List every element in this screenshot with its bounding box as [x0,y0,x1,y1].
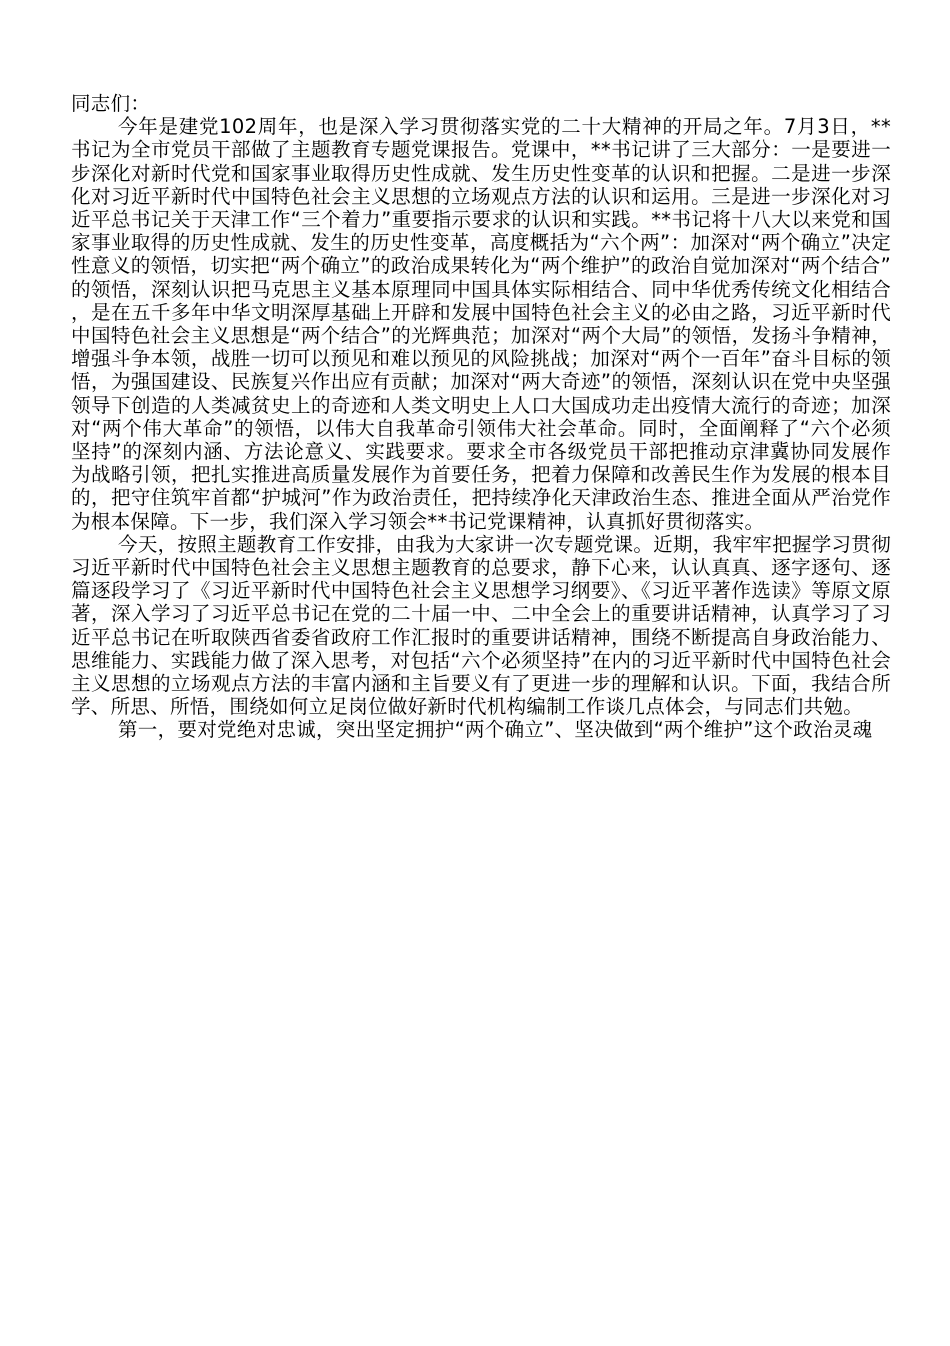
salutation: 同志们： [71,92,151,115]
paragraph: 今天，按照主题教育工作安排，由我为大家讲一次专题党课。近期，我牢牢把握学习贯彻习近平新时代中国特色社会主义思想主题教育的总要求，静下心来，认认真真、逐字逐句、逐篇逐段学习了《习近平新时代中国特色社会主义思想学习纲要》、《习近平著作选读》等原文原著，深入学习了习近平总书记在党的二十届一中、二中全会上的重要讲话精神，认真学习了习近平总书记在听取陕西省委省政府工作汇报时的重要讲话精神，围绕不断提高自身政治能力、思维能力、实践能力做了深入思考，对包括“六个必须坚持”在内的习近平新时代中国特色社会主义思想的立场观点方法的丰富内涵和主旨要义有了更进一步的理解和认识。下面，我结合所学、所思、所悟，围绕如何立足岗位做好新时代机构编制工作谈几点体会，与同志们共勉。 [71,532,891,719]
paragraph: 今年是建党102周年，也是深入学习贯彻落实党的二十大精神的开局之年。7月3日，**书记为全市党员干部做了主题教育专题党课报告。党课中，**书记讲了三大部分：一是要进一步深化对新时代党和国家事业取得历史性成就、发生历史性变革的认识和把握。二是进一步深化对习近平新时代中国特色社会主义思想的立场观点方法的认识和运用。三是进一步深化对习近平总书记关于天津工作“三个着力”重要指示要求的认识和实践。**书记将十八大以来党和国家事业取得的历史性成就、发生的历史性变革，高度概括为“六个两”：加深对“两个确立”决定性意义的领悟，切实把“两个确立”的政治成果转化为“两个维护”的政治自觉加深对“两个结合”的领悟，深刻认识把马克思主义基本原理同中国具体实际相结合、同中华优秀传统文化相结合，是在五千多年中华文明深厚基础上开辟和发展中国特色社会主义的必由之路，习近平新时代中国特色社会主义思想是“两个结合”的光辉典范；加深对“两个大局”的领悟，发扬斗争精神，增强斗争本领，战胜一切可以预见和难以预见的风险挑战；加深对“两个一百年”奋斗目标的领悟，为强国建设、民族复兴作出应有贡献；加深对“两大奇迹”的领悟，深刻认识在党中央坚强领导下创造的人类减贫史上的奇迹和人类文明史上人口大国成功走出疫情大流行的奇迹；加深对“两个伟大革命”的领悟，以伟大自我革命引领伟大社会革命。同时，全面阐释了“六个必须坚持”的深刻内涵、方法论意义、实践要求。要求全市各级党员干部把推动京津冀协同发展作为战略引领，把扎实推进高质量发展作为首要任务，把着力保障和改善民生作为发展的根本目的，把守住筑牢首都“护城河”作为政治责任，把持续净化天津政治生态、推进全面从严治党作为根本保障。下一步，我们深入学习领会**书记党课精神，认真抓好贯彻落实。 [71,115,891,533]
section-heading: 第一，要对党绝对忠诚，突出坚定拥护“两个确立”、坚决做到“两个维护”这个政治灵魂 [118,718,873,742]
document-body [71,92,891,742]
